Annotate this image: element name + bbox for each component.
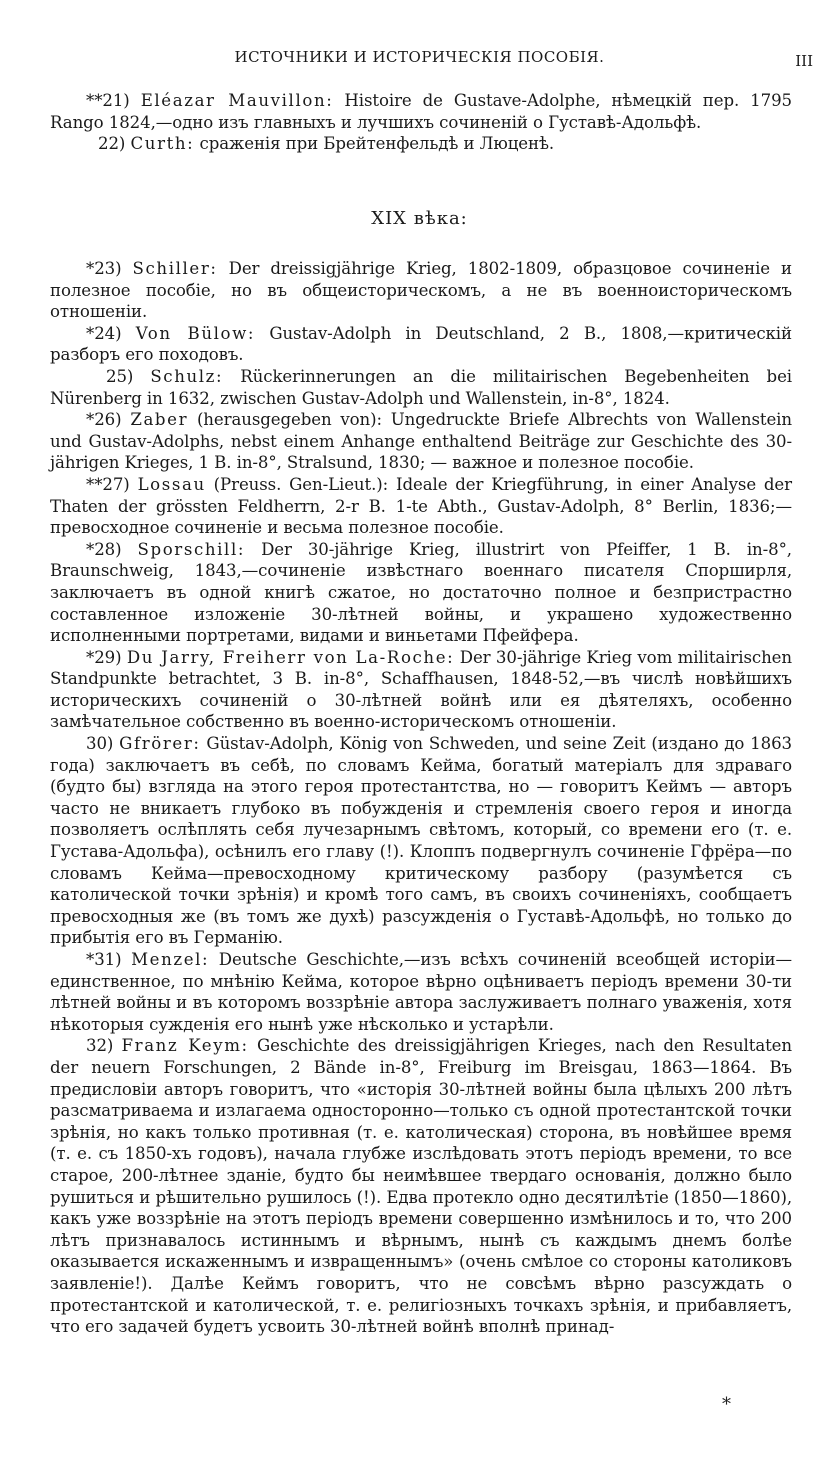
entry-number: *29) (86, 647, 122, 667)
entry-number: *26) (86, 410, 122, 430)
page-number: III (795, 52, 813, 70)
entry-author: Sporschill: (137, 539, 246, 559)
list-item (50, 366, 792, 409)
list-item (50, 133, 792, 155)
list-item (50, 539, 792, 647)
top-entries (50, 90, 792, 155)
entry-text: (Preuss. Gen-Lieut.): Ideale der Kriegführung, in einer Analyse der Thaten der grössten Feldherrn, 2-r B. 1-te Abth., Gustav-Adolph, 8° Berlin, 1836;—превосходное сочиненіе и весьма полезное пособіе. (50, 474, 792, 538)
entry-number: 30) (86, 734, 114, 754)
entry-number: 32) (86, 1036, 114, 1056)
list-item (50, 90, 792, 133)
entry-text: Güstav-Adolph, König von Schweden, und seine Zeit (издано до 1863 года) заключаетъ въ себѣ, по словамъ Кейма, богатый матеріалъ для здраваго (будто бы) взгляда на этого героя протестантства, но — говоритъ Кеймъ — авторъ часто не вникаетъ глубоко въ побужденія и стремленія своего героя и иногда позволяетъ ослѣплять себя лучезарнымъ свѣтомъ, который, со времени его (т. е. Густава-Адольфа), осѣнилъ его главу (!). Клоппъ подвергнулъ сочиненіе Гфрёра—по словамъ Кейма—превосходному критическому разбору (разумѣется съ католической точки зрѣнія) и кромѣ того самъ, въ своихъ сочиненіяхъ, сообщаетъ превосходныя же (въ томъ же духѣ) разсужденія о Густавѣ-Адольфѣ, но только до прибытія его въ Германію. (50, 734, 792, 948)
entry-number: *28) (86, 539, 122, 559)
entry-author: Gfrörer: (119, 734, 201, 754)
entry-number: *23) (86, 259, 122, 278)
list-item (50, 323, 792, 366)
entry-text: Rückerinnerungen an die militairischen Begebenheiten bei Nürenberg in 1632, zwischen Gustav-Adolph und Wallenstein, in-8°, 1824. (50, 366, 792, 408)
entry-number: 22) (98, 134, 126, 154)
list-item (50, 1035, 792, 1337)
entry-author: Franz Keym: (121, 1036, 249, 1056)
entry-number: **21) (86, 91, 130, 110)
list-item (50, 647, 792, 733)
list-item (50, 733, 792, 949)
list-item (50, 258, 792, 323)
entry-text: Histoire de Gustave-Adolphe, нѣмецкій пер. 1795 Rango 1824,—одно изъ главныхъ и лучшихъ сочиненій о Густавѣ-Адольфѣ. (50, 91, 792, 132)
list-item (50, 409, 792, 474)
entry-text: Gustav-Adolph in Deutschland, 2 B., 1808,—критическій разборъ его походовъ. (50, 323, 792, 365)
entry-author: Eléazar Mauvillon: (140, 91, 334, 110)
entry-author: Von Bülow: (135, 323, 256, 343)
entry-text: Der 30-jährige Krieg vom militairischen Standpunkte betrachtet, 3 B. in-8°, Schaffhausen, 1848-52,—въ числѣ новѣйшихъ историческихъ сочиненій о 30-лѣтней войнѣ или ея дѣятеляхъ, особенно замѣчательное собственно въ военно-историческомъ отношеніи. (50, 647, 792, 732)
footer-asterisk: * (722, 1394, 731, 1415)
entry-author: Du Jarry, Freiherr von La-Roche: (126, 647, 455, 667)
entry-text: Der 30-jährige Krieg, illustrirt von Pfeiffer, 1 B. in-8°, Braunschweig, 1843,—сочиненіе извѣстнаго военнаго писателя Спорширля, заключаетъ въ одной книгѣ сжатое, но достаточно полное и безпристрастно составленное изложеніе 30-лѣтней войны, и украшено художественно исполненными портретами, видами и виньетами Пфейфера. (50, 539, 792, 646)
entry-author: Curth: (130, 134, 195, 154)
entry-number: **27) (86, 474, 130, 494)
running-title: ИСТОЧНИКИ И ИСТОРИЧЕСКІЯ ПОСОБІЯ. (234, 48, 605, 66)
entry-author: Schiller: (132, 259, 218, 278)
section-heading: XIX вѣка: (371, 208, 468, 229)
bibliography-list (50, 258, 792, 1338)
entry-author: Zaber (130, 410, 189, 430)
list-item (50, 949, 792, 1035)
entry-author: Schulz: (150, 366, 224, 386)
entry-text: Der dreissigjährige Krieg, 1802-1809, образцовое сочиненіе и полезное пособіе, но въ общеисторическомъ, а не въ военноисторическомъ отношеніи. (50, 259, 793, 322)
entry-text: (herausgegeben von): Ungedruckte Briefe Albrechts von Wallenstein und Gustav-Adolphs, nebst einem Anhange enthaltend Beiträge zur Geschichte des 30-jährigen Krieges, 1 B. in-8°, Stralsund, 1830; — важное и полезное пособіе. (50, 410, 792, 473)
entry-author: Menzel: (131, 950, 210, 969)
list-item (50, 474, 792, 539)
entry-author: Lossau (137, 474, 206, 494)
entry-number: *31) (86, 950, 122, 969)
entry-text: Geschichte des dreissigjährigen Krieges, nach den Resultaten der neuern Forschungen, 2 Bände in-8°, Freiburg im Breisgau, 1863—1864. Въ предисловіи авторъ говоритъ, что «исторія 30-лѣтней войны была цѣлыхъ 200 лѣтъ разсматриваема и излагаема односторонно—только съ одной протестантской точки зрѣнія, но какъ только противная (т. е. католическая) сторона, въ новѣйшее время (т. е. съ 1850-хъ годовъ), начала глубже изслѣдовать этотъ періодъ времени, то все старое, 200-лѣтнее зданіе, будто бы неимѣвшее твердаго основанія, должно было рушиться и рѣшительно рушилось (!). Едва протекло одно десятилѣтіе (1850—1860), какъ уже воззрѣніе на этотъ періодъ времени совершенно измѣнилось и то, что 200 лѣтъ признавалось истиннымъ и вѣрнымъ, нынѣ съ каждымъ днемъ болѣе оказывается искаженнымъ и извращеннымъ» (очень смѣлое со стороны католиковъ заявленіе!). Далѣе Кеймъ говоритъ, что не совсѣмъ вѣрно разсуждать о протестантской и католической, т. е. религіозныхъ точкахъ зрѣнія, и прибавляетъ, что его задачей будетъ усвоить 30-лѣтней войнѣ вполнѣ принад- (50, 1036, 792, 1337)
entry-number: 25) (106, 366, 134, 386)
entry-text: сраженія при Брейтенфельдѣ и Люценѣ. (199, 134, 555, 154)
entry-number: *24) (86, 323, 122, 343)
entry-text: Deutsche Geschichte,—изъ всѣхъ сочиненій всеобщей исторіи—единственное, по мнѣнію Кейма, которое вѣрно оцѣниваетъ періодъ времени 30-ти лѣтней войны и въ которомъ воззрѣніе автора заслуживаетъ полнаго уваженія, хотя нѣкоторыя сужденія его нынѣ уже нѣсколько и устарѣли. (50, 950, 792, 1034)
